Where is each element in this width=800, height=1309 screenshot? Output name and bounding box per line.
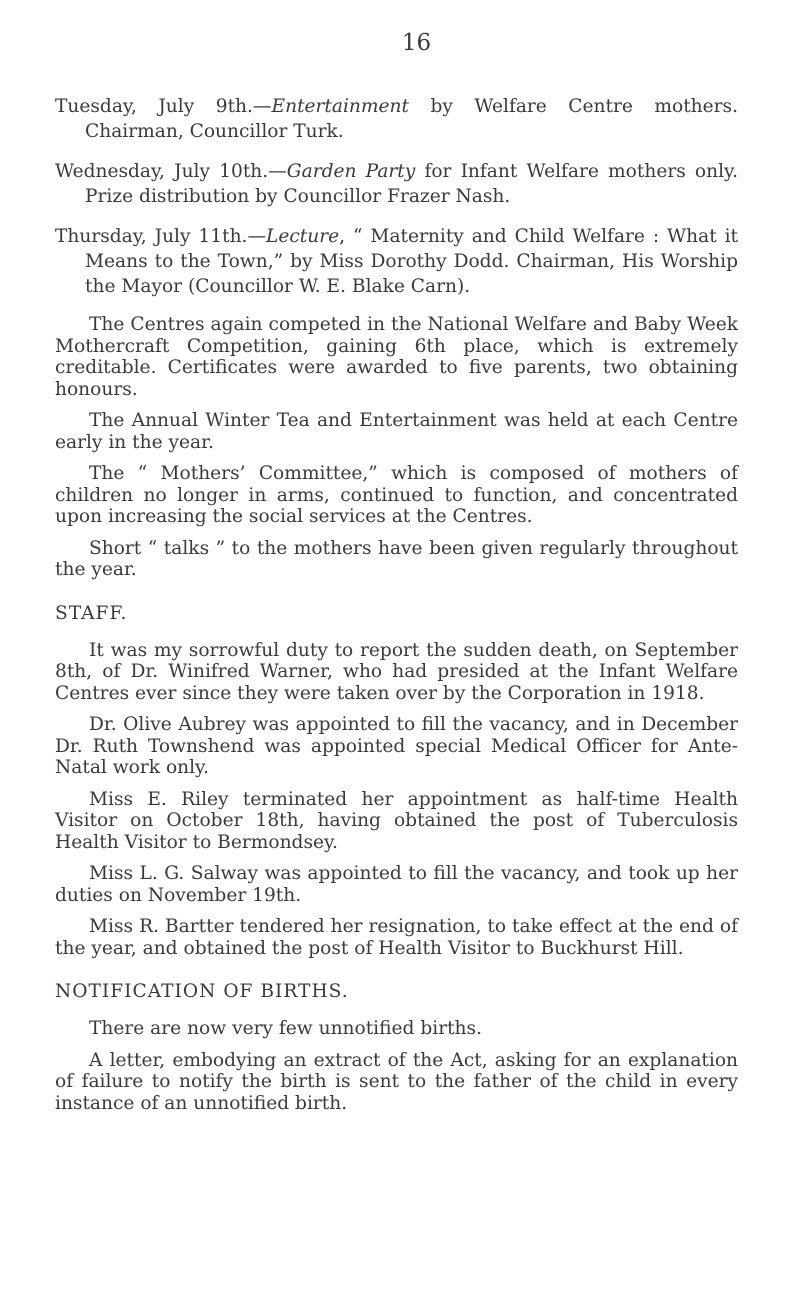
body-paragraph: Short “ talks ” to the mothers have been given regularly throughout the year. [55, 537, 738, 580]
event-kind: Garden Party [286, 161, 416, 182]
body-paragraph: A letter, embodying an extract of the Act, asking for an explanation of failure to notify the birth is sent to the father of the child in every instance of an unnotified birth. [55, 1049, 738, 1114]
body-paragraph: Dr. Olive Aubrey was appointed to fill the vacancy, and in December Dr. Ruth Townshend was appointed special Medical Officer for Ante-Natal work only. [55, 714, 738, 778]
notification-section [55, 981, 738, 1114]
body-paragraph: It was my sorrowful duty to report the sudden death, on September 8th, of Dr. Winifred Warner, who had presided at the Infant Welfare Centres ever since they were taken over by the Corporation in 1918. [55, 639, 738, 704]
event-date: Thursday, July 11th.— [55, 226, 267, 247]
page-number: 16 [401, 30, 432, 56]
section-heading-staff: STAFF. [55, 602, 128, 624]
event-description: , “ Maternity and Child Welfare : What it Means to the Town,” by Miss Dorothy Dodd. Chairman, His Worship the Mayor (Councillor W. E. Blake Carn). [85, 226, 738, 297]
event-entry [55, 94, 738, 144]
welfare-section [55, 314, 738, 581]
body-paragraph: Miss L. G. Salway was appointed to fill the vacancy, and took up her duties on November 19th. [55, 863, 738, 906]
document-page [55, 0, 738, 1124]
event-date: Wednesday, July 10th.— [55, 161, 287, 182]
body-paragraph: Miss R. Bartter tendered her resignation, to take effect at the end of the year, and obtained the post of Health Visitor to Buckhurst Hill. [55, 916, 738, 959]
body-paragraph: Miss E. Riley terminated her appointment as half-time Health Visitor on October 18th, having obtained the post of Tuberculosis Health Visitor to Bermondsey. [55, 788, 738, 853]
event-description: by Welfare Centre mothers. Chairman, Councillor Turk. [85, 96, 738, 142]
event-description: for Infant Welfare mothers only. Prize distribution by Councillor Frazer Nash. [85, 161, 738, 207]
section-heading-notification: NOTIFICATION OF BIRTHS. [55, 981, 349, 1002]
event-kind: Lecture [266, 226, 340, 247]
event-date: Tuesday, July 9th.— [55, 96, 272, 117]
body-paragraph: The Annual Winter Tea and Entertainment was held at each Centre early in the year. [55, 410, 738, 453]
event-kind: Entertainment [271, 96, 409, 117]
event-entry [55, 159, 738, 209]
events-list [55, 94, 738, 299]
body-paragraph: There are now very few unnotified births. [89, 1018, 482, 1039]
event-entry [55, 224, 738, 299]
staff-section [55, 603, 738, 960]
body-paragraph: The “ Mothers’ Committee,” which is composed of mothers of children no longer in arms, continued to function, and concentrated upon increasing the social services at the Centres. [55, 463, 738, 527]
body-paragraph: The Centres again competed in the National Welfare and Baby Week Mothercraft Competition, gaining 6th place, which is extremely creditable. Certificates were awarded to five parents, two obtaining honours. [55, 314, 738, 400]
